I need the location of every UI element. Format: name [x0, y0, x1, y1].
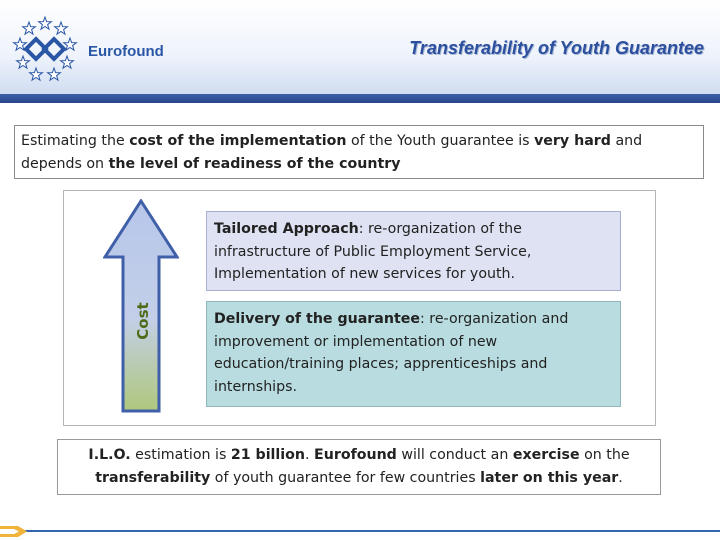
brand-name: Eurofound: [88, 43, 164, 60]
intro-bold-2: very hard: [534, 133, 611, 149]
slide-header: [0, 0, 720, 103]
delivery-guarantee-box: [206, 301, 621, 407]
delivery-guarantee-text: : re-organization and improvement or implementation of new education/training places; apprenticeships and internships.: [214, 311, 569, 395]
bottom-text-2: .: [305, 447, 315, 463]
bottom-bold-3: Eurofound: [314, 447, 397, 463]
bottom-text-4: on the: [579, 447, 630, 463]
bottom-bold-4: exercise: [512, 447, 580, 463]
intro-bold-1: cost of the implementation: [129, 133, 347, 149]
bottom-bold-1: I.L.O.: [88, 447, 131, 463]
conclusion-text-box: [57, 439, 661, 495]
bottom-text-1: estimation is: [130, 447, 231, 463]
eurofound-logo-icon: [10, 14, 80, 84]
slide-title: Transferability of Youth Guarantee: [409, 38, 704, 58]
tailored-approach-heading: Tailored Approach: [214, 221, 359, 237]
bottom-text-5: of youth guarantee for few countries: [210, 470, 481, 486]
intro-text-2: of the Youth guarantee is: [346, 133, 535, 149]
footer-arrow-icon: [0, 523, 30, 540]
bottom-bold-2: 21 billion: [230, 447, 305, 463]
bottom-bold-5: transferability: [95, 470, 211, 486]
bottom-text-6: .: [618, 470, 623, 486]
tailored-approach-text: : re-organization of the infrastructure of Public Employment Service, Implementation of new services for youth.: [214, 221, 532, 282]
intro-text-3: and depends on: [21, 133, 643, 172]
intro-text-1: Estimating the: [21, 133, 130, 149]
intro-text-box: [14, 125, 704, 179]
intro-bold-3: the level of readiness of the country: [108, 156, 401, 172]
bottom-text-3: will conduct an: [396, 447, 513, 463]
bottom-bold-6: later on this year: [480, 470, 619, 486]
cost-label: Cost: [134, 302, 152, 340]
tailored-approach-box: [206, 211, 621, 291]
delivery-guarantee-heading: Delivery of the guarantee: [214, 311, 421, 327]
footer-line: [0, 530, 720, 532]
header-band: [0, 94, 720, 103]
